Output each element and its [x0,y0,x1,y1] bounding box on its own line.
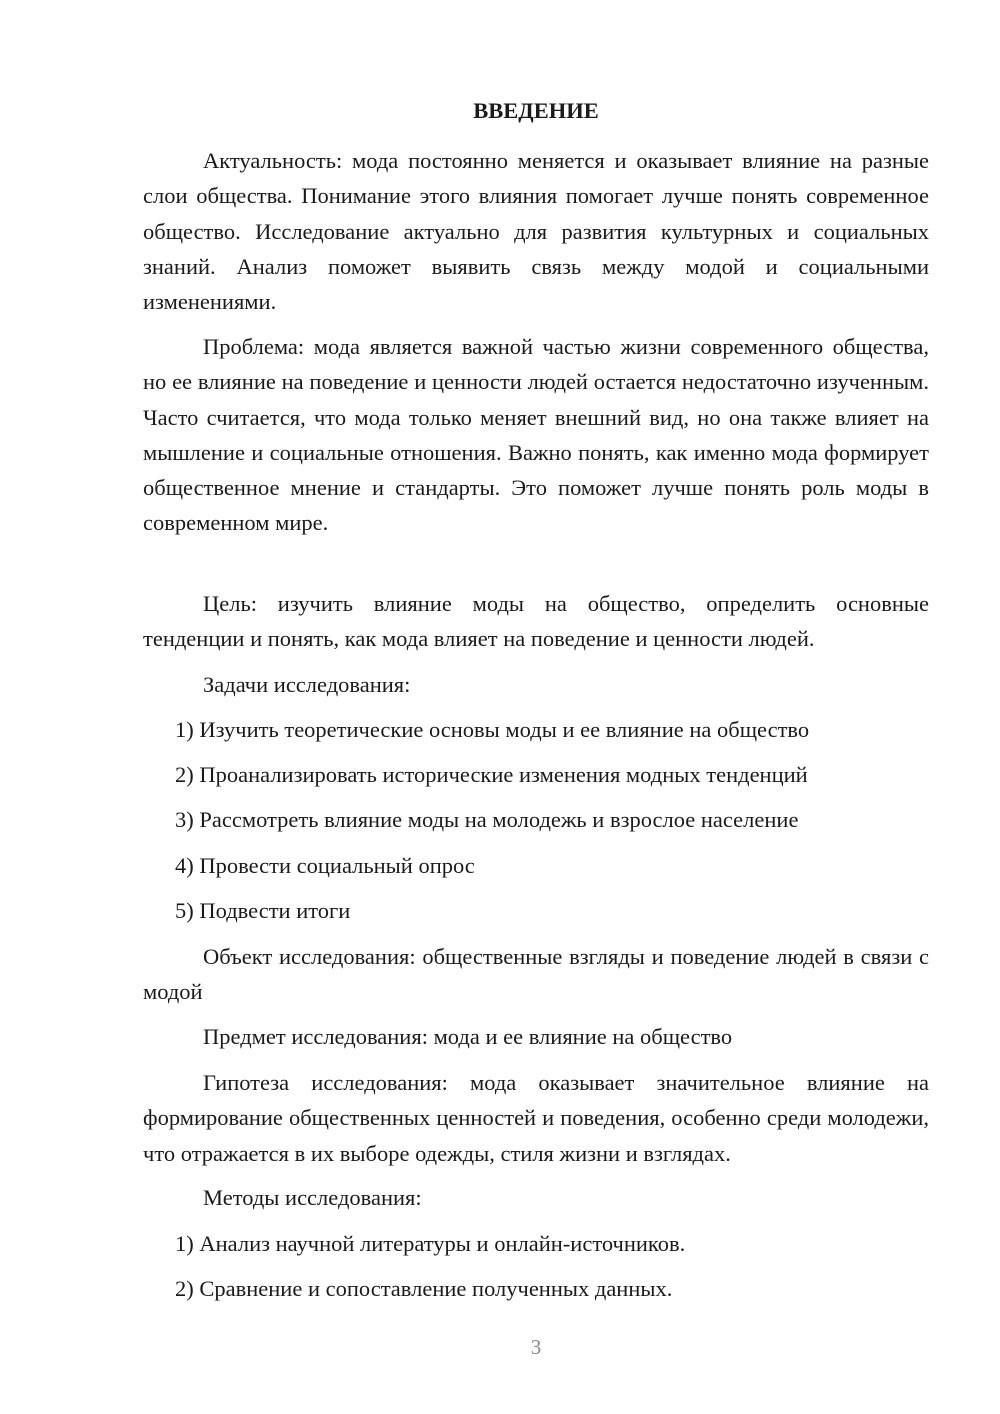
method-item-2: 2) Сравнение и сопоставление полученных данных. [175,1276,673,1301]
task-item-3: 3) Рассмотреть влияние моды на молодежь и взрослое население [175,807,799,832]
object-paragraph: Объект исследования: общественные взгляды и поведение людей в связи с модой [143,944,929,1005]
hypothesis-paragraph: Гипотеза исследования: мода оказывает значительное влияние на формирование общественных ценностей и поведения, особенно среди молодежи, что отражается в их выборе одежды, стиля жизни и взглядах. [143,1070,929,1166]
methods-heading: Методы исследования: [203,1185,422,1210]
goal-paragraph: Цель: изучить влияние моды на общество, определить основные тенденции и понять, как мода влияет на поведение и ценности людей. [143,591,929,652]
task-item-5: 5) Подвести итоги [175,898,351,923]
section-title: ВВЕДЕНИЕ [473,98,599,123]
task-item-1: 1) Изучить теоретические основы моды и ее влияние на общество [175,717,810,742]
method-item-1: 1) Анализ научной литературы и онлайн-источников. [175,1231,686,1256]
task-item-2: 2) Проанализировать исторические изменения модных тенденций [175,762,808,787]
tasks-heading: Задачи исследования: [203,672,411,697]
relevance-paragraph: Актуальность: мода постоянно меняется и оказывает влияние на разные слои общества. Понимание этого влияния помогает лучше понять современное общество. Исследование актуально для развития культурных и социальных знаний. Анализ поможет выявить связь между модой и социальными изменениями. [143,148,929,315]
task-item-4: 4) Провести социальный опрос [175,853,475,878]
problem-paragraph: Проблема: мода является важной частью жизни современного общества, но ее влияние на поведение и ценности людей остается недостаточно изученным. Часто считается, что мода только меняет внешний вид, но она также влияет на мышление и социальные отношения. Важно понять, как именно мода формирует общественное мнение и стандарты. Это поможет лучше понять роль моды в современном мире. [143,334,929,536]
subject-paragraph: Предмет исследования: мода и ее влияние на общество [203,1024,733,1049]
page-number: 3 [530,1335,542,1359]
